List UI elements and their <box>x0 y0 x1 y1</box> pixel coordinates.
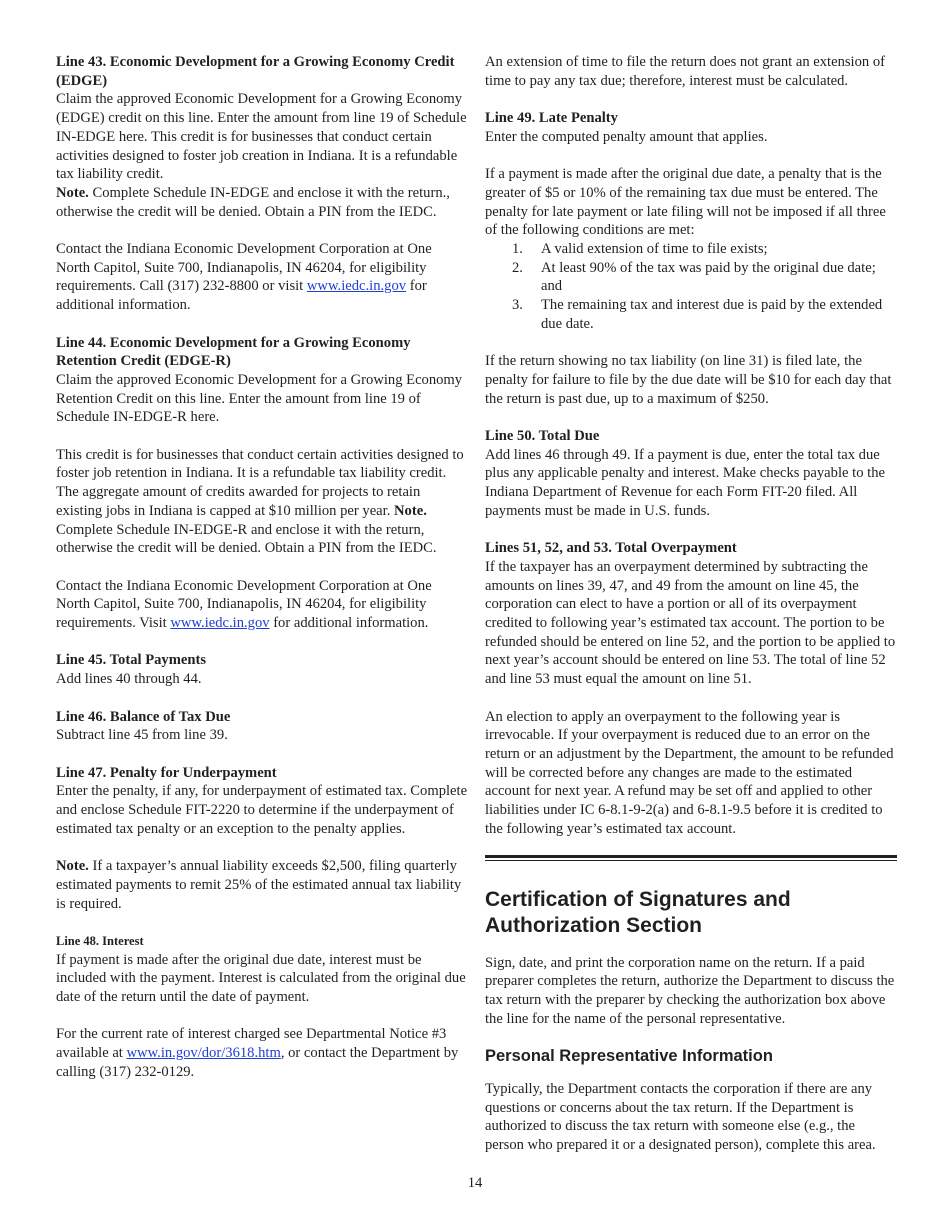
list-item: 2. At least 90% of the tax was paid by the original due date; and <box>512 259 876 295</box>
line-46-heading: Line 46. Balance of Tax Due <box>56 708 231 725</box>
representative-body: Typically, the Department contacts the corporation if there are any questions or concerns about the tax return. If the Department is authorized to discuss the tax return with someone else (e.g., the person who prepared it or a designated person), complete this area. <box>485 1081 876 1154</box>
iedc-link-2[interactable]: www.iedc.in.gov <box>170 615 270 632</box>
line-47-heading: Line 47. Penalty for Underpayment <box>56 764 277 781</box>
line-51-election: An election to apply an overpayment to the following year is irrevocable. If your overpayment is reduced due to an error on the return or an adjustment by the Department, the amount to be refunded will be corrected before any changes are made to the estimated account for next year. A refund may be set off and applied to other liabilities under IC 6-8.1-9-2(a) and 6-8.1-9.5 before it is credited to the following year’s estimated tax account. <box>485 708 894 837</box>
line-48-heading: Line 48. Interest <box>56 933 144 948</box>
line-45-section <box>56 651 468 688</box>
line-43-note: Note. Complete Schedule IN-EDGE and enclose it with the return., otherwise the credit will be denied. Obtain a PIN from the IEDC. <box>56 184 450 220</box>
dor-notice-link[interactable]: www.in.gov/dor/3618.htm <box>126 1045 281 1062</box>
extension-note: An extension of time to file the return does not grant an extension of time to pay any tax due; therefore, interest must be calculated. <box>485 54 886 89</box>
left-column <box>56 53 468 1082</box>
line-44-para: This credit is for businesses that conduct certain activities designed to foster job retention in Indiana. It is a refundable tax liability credit. The aggregate amount of credits awarded for projects to retain existing jobs in Indiana is capped at $10 million per year. Note. Complete Schedule IN-EDGE-R and enclose it with the return, otherwise the credit will be denied. Obtain a PIN from the IEDC. <box>56 446 464 557</box>
line-48-body: If payment is made after the original due date, interest must be included with the payment. Interest is calculated from the original due date of the return until the date of payment. <box>56 951 466 1006</box>
line-44-section <box>56 334 468 633</box>
line-45-heading: Line 45. Total Payments <box>56 652 207 669</box>
line-45-body: Add lines 40 through 44. <box>56 671 202 688</box>
line-43-contact: Contact the Indiana Economic Development Corporation at One North Capitol, Suite 700, Indianapolis, IN 46204, for eligibility requirements. Call (317) 232-8800 or visit www.iedc.in.gov for additional information. <box>56 241 432 314</box>
line-50-body: Add lines 46 through 49. If a payment is due, enter the total tax due plus any applicable penalty and interest. Make checks payable to the Indiana Department of Revenue for each Form FIT-20 filed. All payments must be made in U.S. funds. <box>485 446 885 519</box>
line-49-heading: Line 49. Late Penalty <box>485 110 618 127</box>
line-48-rate: For the current rate of interest charged see Departmental Notice #3 available at www.in.gov/dor/3618.htm, or contact the Department by calling (317) 232-0129. <box>56 1026 459 1080</box>
line-49-section <box>485 109 897 408</box>
line-44-body: Claim the approved Economic Development for a Growing Economy Retention Credit on this line. Enter the amount from line 19 of Schedule IN-EDGE-R here. <box>56 371 463 426</box>
iedc-link[interactable]: www.iedc.in.gov <box>306 278 407 295</box>
line-51-heading: Lines 51, 52, and 53. Total Overpayment <box>485 540 737 557</box>
line-51-section <box>485 539 897 838</box>
line-43-body: Claim the approved Economic Development for a Growing Economy (EDGE) credit on this line. Enter the amount from line 19 of Schedule IN-EDGE here. This credit is for businesses that conduct certain activities designed to foster job creation in Indiana. It is a refundable tax liability credit. <box>56 91 467 183</box>
line-43-heading: Line 43. Economic Development for a Growing Economy Credit (EDGE) <box>56 54 455 89</box>
line-49-body: Enter the computed penalty amount that applies. <box>485 128 768 145</box>
line-46-section <box>56 708 468 745</box>
right-column <box>485 53 897 1155</box>
page-number: 14 <box>467 1175 483 1191</box>
line-49-para: If a payment is made after the original due date, a penalty that is the greater of $5 or 10% of the remaining tax due must be entered. The penalty for late payment or late filing will not be imposed if all three of the following conditions are met: <box>485 166 886 239</box>
line-44-contact: Contact the Indiana Economic Development Corporation at One North Capitol, Suite 700, Indianapolis, IN 46204, for eligibility requirements. Visit www.iedc.in.gov for additional information. <box>56 577 432 632</box>
line-46-body: Subtract line 45 from line 39. <box>56 727 228 744</box>
list-item: 1. A valid extension of time to file exists; <box>512 241 768 257</box>
certification-body: Sign, date, and print the corporation name on the return. If a paid preparer completes the return, authorize the Department to discuss the tax return with the preparer by checking the authorization box above the line for the name of the personal representative. <box>485 954 895 1027</box>
line-50-heading: Line 50. Total Due <box>485 428 600 444</box>
line-51-body: If the taxpayer has an overpayment determined by subtracting the amounts on lines 39, 47, and 49 from the amount on line 45, the corporation can elect to have a portion or all of its overpayment credited to following year’s estimated tax account. The portion to be refunded should be entered on line 52, and the portion to be applied to next year’s account should be entered on line 53. The total of line 52 and line 53 must equal the amount on line 51. <box>485 558 896 688</box>
conditions-list <box>485 240 897 334</box>
line-43-section <box>56 53 468 315</box>
line-50-section <box>485 427 897 521</box>
representative-heading: Personal Representative Information <box>485 1047 773 1066</box>
line-49-no-liability: If the return showing no tax liability (on line 31) is filed late, the penalty for failure to file by the due date will be $10 for each day that the return is past due, up to a maximum of $250. <box>485 353 892 407</box>
list-item: 3. The remaining tax and interest due is paid by the extended due date. <box>512 297 883 332</box>
section-divider <box>485 855 897 861</box>
line-47-section <box>56 764 468 914</box>
line-44-heading: Line 44. Economic Development for a Growing Economy Retention Credit (EDGE-R) <box>56 334 411 370</box>
line-47-note: Note. If a taxpayer’s annual liability exceeds $2,500, filing quarterly estimated payments to remit 25% of the estimated annual tax liability is required. <box>56 858 462 912</box>
line-47-body: Enter the penalty, if any, for underpayment of estimated tax. Complete and enclose Schedule FIT-2220 to determine if the underpayment of estimated tax penalty or an exception to the penalty applies. <box>56 783 468 837</box>
line-48-section <box>56 932 468 1082</box>
certification-heading: Certification of Signatures and Authorization Section <box>485 888 791 938</box>
